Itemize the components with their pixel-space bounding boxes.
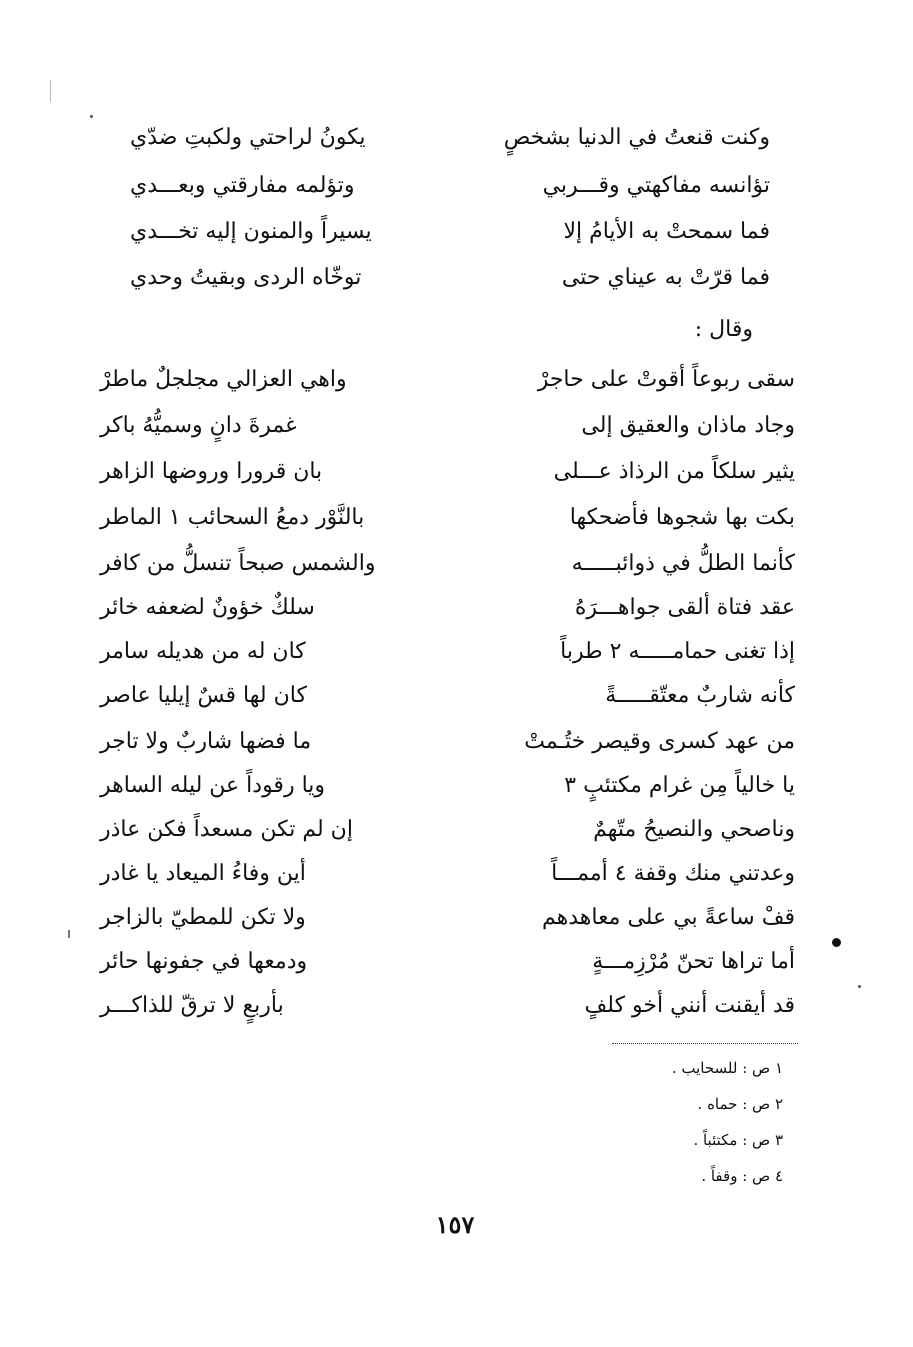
verse-line (100, 632, 795, 672)
verse-second-hemistich: بالنَّوْر دمعُ السحائب ١ الماطر (100, 504, 365, 530)
verse-second-hemistich: سلكٌ خؤونٌ لضعفه خائر (100, 594, 315, 620)
verse-first-hemistich: أما تراها تحنّ مُرْزِمـــةٍ (592, 948, 795, 974)
verse-second-hemistich: بأربعٍ لا ترقّ للذاكـــر (100, 992, 284, 1018)
verse-first-hemistich: تؤانسه مفاكهتي وقـــربي (542, 172, 770, 198)
verse-line (100, 406, 795, 446)
verse-first-hemistich: بكت بها شجوها فأضحكها (569, 504, 795, 530)
verse-second-hemistich: كان له من هديله سامر (100, 638, 306, 664)
verse-line (100, 942, 795, 982)
footnote: ١ ص : للسحايب . (671, 1059, 783, 1077)
verse-first-hemistich: وجاد ماذان والعقيق إلى (581, 412, 795, 438)
verse-first-hemistich: كأنما الطلُّ في ذوائبـــــه (571, 550, 795, 576)
poem-introduction: وقال : (694, 317, 753, 342)
footnote-divider (612, 1043, 798, 1044)
verse-line (100, 498, 795, 538)
verse-second-hemistich: ولا تكن للمطيّ بالزاجر (100, 904, 306, 930)
page-number: ١٥٧ (435, 1210, 475, 1239)
verse-line (100, 854, 795, 894)
verse-second-hemistich: ودمعها في جفونها حائر (100, 948, 308, 974)
ink-blot-mark (832, 938, 841, 947)
verse-second-hemistich: أين وفاءُ الميعاد يا غادر (100, 860, 306, 886)
verse-first-hemistich: وناصحي والنصيحُ متّهمٌ (593, 816, 795, 842)
verse-line (100, 898, 795, 938)
verse-line (130, 166, 770, 206)
verse-line (100, 722, 795, 762)
footnote: ٢ ص : حماه . (697, 1095, 783, 1113)
verse-second-hemistich: والشمس صبحاً تنسلُّ من كافر (100, 550, 376, 576)
verse-line (100, 676, 795, 716)
verse-line (130, 258, 770, 298)
verse-second-hemistich: إن لم تكن مسعداً فكن عاذر (100, 816, 353, 842)
verse-second-hemistich: واهي العزالي مجلجلٌ ماطرْ (100, 366, 347, 392)
verse-line (100, 986, 795, 1026)
verse-line (100, 452, 795, 492)
verse-line (100, 810, 795, 850)
verse-first-hemistich: وكنت قنعتُ في الدنيا بشخصٍ (503, 124, 770, 150)
footnotes (483, 1050, 783, 1194)
footnote: ٣ ص : مكتئباً . (693, 1131, 783, 1149)
verse-first-hemistich: من عهد كسرى وقيصر ختُـمتْ (524, 728, 795, 754)
verse-first-hemistich: وعدتني منك وقفة ٤ أممـــاً (551, 860, 795, 886)
scan-speck-mark (90, 115, 93, 118)
scan-speck-mark (68, 930, 70, 938)
verse-second-hemistich: غمرةَ دانٍ وسميُّهُ باكر (100, 412, 297, 438)
verse-first-hemistich: قفْ ساعةً بي على معاهدهم (541, 904, 795, 930)
verse-second-hemistich: كان لها قسٌ إيليا عاصر (100, 682, 307, 708)
verse-line (100, 360, 795, 400)
verse-second-hemistich: ويا رقوداً عن ليله الساهر (100, 772, 326, 798)
verse-line (130, 212, 770, 252)
verse-first-hemistich: فما قرّتْ به عيناي حتى (561, 264, 770, 290)
verse-second-hemistich: بان قرورا وروضها الزاهر (100, 458, 323, 484)
verse-first-hemistich: يا خالياً مِن غرام مكتئبٍ ٣ (564, 772, 795, 798)
verse-second-hemistich: يسيراً والمنون إليه تخـــدي (130, 218, 372, 244)
verse-first-hemistich: سقى ربوعاً أقوتْ على حاجرْ (537, 366, 795, 392)
verse-first-hemistich: يثير سلكاً من الرذاذ عـــلى (553, 458, 795, 484)
verse-line (130, 118, 770, 158)
verse-first-hemistich: كأنه شاربٌ معتّقـــــةً (605, 682, 795, 708)
verse-first-hemistich: قد أيقنت أنني أخو كلفٍ (584, 992, 795, 1018)
verse-first-hemistich: فما سمحتْ به الأيامُ إلا (563, 218, 770, 244)
verse-second-hemistich: توخّاه الردى وبقيتُ وحدي (130, 264, 362, 290)
verse-line (100, 766, 795, 806)
verse-second-hemistich: يكونُ لراحتي ولكبتِ ضدّي (130, 124, 366, 150)
verse-first-hemistich: عقد فتاة ألقى جواهـــرَهُ (574, 594, 795, 620)
verse-line (100, 544, 795, 584)
verse-second-hemistich: وتؤلمه مفارقتي وبعـــدي (130, 172, 355, 198)
scan-speck-mark (858, 985, 861, 988)
verse-line (100, 588, 795, 628)
footnote: ٤ ص : وقفاً . (701, 1167, 783, 1185)
verse-second-hemistich: ما فضها شاربٌ ولا تاجر (100, 728, 312, 754)
verse-first-hemistich: إذا تغنى حمامـــــه ٢ طرباً (560, 638, 795, 664)
scan-edge-mark (50, 80, 51, 102)
